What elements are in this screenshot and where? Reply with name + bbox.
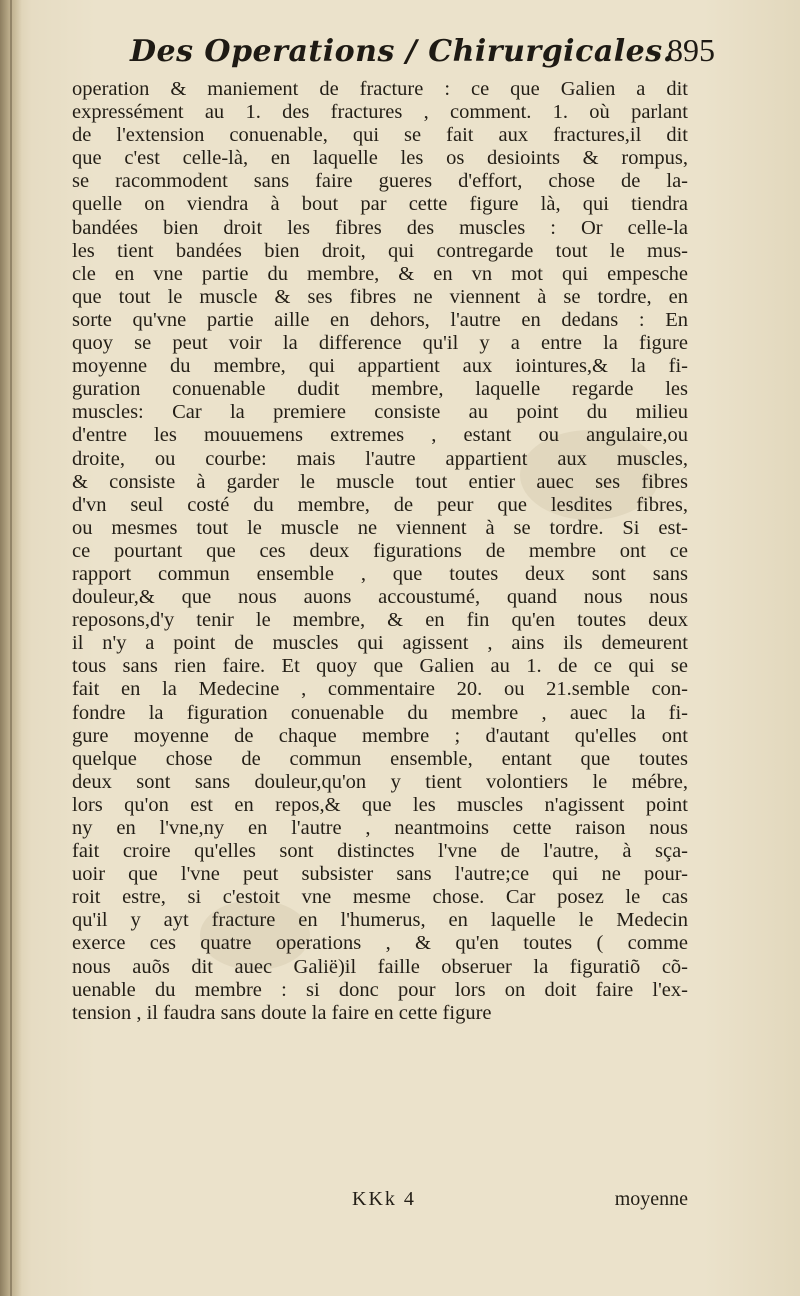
- text-line: quelque chose de commun ensemble, entant que toutes: [72, 747, 688, 770]
- text-line: rapport commun ensemble , que toutes deux sont sans: [72, 562, 688, 585]
- text-line: qu'il y ayt fracture en l'humerus, en laquelle le Medecin: [72, 909, 688, 932]
- text-line: lors qu'on est en repos,& que les muscles n'agissent point: [72, 793, 688, 816]
- text-line: les tient bandées bien droit, qui contregarde tout le mus-: [72, 239, 688, 262]
- text-line: d'entre les mouuemens extremes , estant ou angulaire,ou: [72, 424, 688, 447]
- body-text: [72, 78, 688, 1025]
- text-line: expressément au 1. des fractures , comment. 1. où parlant: [72, 101, 688, 124]
- running-title: Des Operations / Chirurgicales.: [130, 34, 674, 69]
- text-line: que c'est celle-là, en laquelle les os desioints & rompus,: [72, 147, 688, 170]
- text-line: guration conuenable dudit membre, laquelle regarde les: [72, 378, 688, 401]
- signature-mark: KKk 4: [352, 1188, 416, 1210]
- text-line: fondre la figuration conuenable du membre , auec la fi-: [72, 701, 688, 724]
- text-line: il n'y a point de muscles qui agissent , ains ils demeurent: [72, 632, 688, 655]
- page-header: [110, 30, 715, 78]
- text-line: deux sont sans douleur,qu'on y tient volontiers le mébre,: [72, 770, 688, 793]
- text-line: moyenne du membre, qui appartient aux iointures,& la fi-: [72, 355, 688, 378]
- text-line: & consiste à garder le muscle tout entier auec ses fibres: [72, 470, 688, 493]
- text-line: sorte qu'vne partie aille en dehors, l'autre en dedans : En: [72, 308, 688, 331]
- text-line: se racommodent sans faire gueres d'effort, chose de la-: [72, 170, 688, 193]
- text-line: ce pourtant que ces deux figurations de membre ont ce: [72, 539, 688, 562]
- text-line: muscles: Car la premiere consiste au point du milieu: [72, 401, 688, 424]
- text-line: uenable du membre : si donc pour lors on doit faire l'ex-: [72, 978, 688, 1001]
- text-line: d'vn seul costé du membre, de peur que lesdites fibres,: [72, 493, 688, 516]
- text-line: nous auõs dit auec Galië)il faille obseruer la figuratiõ cõ-: [72, 955, 688, 978]
- page-number: 895: [667, 32, 715, 68]
- text-line: quelle on viendra à bout par cette figure là, qui tiendra: [72, 193, 688, 216]
- text-line: que tout le muscle & ses fibres ne viennent à se tordre, en: [72, 285, 688, 308]
- text-line: de l'extension conuenable, qui se fait aux fractures,il dit: [72, 124, 688, 147]
- text-line: roit estre, si c'estoit vne mesme chose. Car posez le cas: [72, 886, 688, 909]
- text-line: ou mesmes tout le muscle ne viennent à se tordre. Si est-: [72, 516, 688, 539]
- text-line: reposons,d'y tenir le membre, & en fin qu'en toutes deux: [72, 609, 688, 632]
- text-line: uoir que l'vne peut subsister sans l'autre;ce qui ne pour-: [72, 863, 688, 886]
- text-line: fait en la Medecine , commentaire 20. ou 21.semble con-: [72, 678, 688, 701]
- page-fold: [10, 0, 12, 1296]
- page-footer: [72, 1188, 688, 1214]
- text-line: bandées bien droit les fibres des muscles : Or celle-la: [72, 216, 688, 239]
- text-line: exerce ces quatre operations , & qu'en toutes ( comme: [72, 932, 688, 955]
- text-line: gure moyenne de chaque membre ; d'autant qu'elles ont: [72, 724, 688, 747]
- text-line: tension , il faudra sans doute la faire en cette figure: [72, 1001, 492, 1024]
- text-line: droite, ou courbe: mais l'autre appartient aux muscles,: [72, 447, 688, 470]
- text-line: cle en vne partie du membre, & en vn mot qui empesche: [72, 262, 688, 285]
- text-line: fait croire qu'elles sont distinctes l'vne de l'autre, à sça-: [72, 840, 688, 863]
- catchword: moyenne: [614, 1188, 688, 1210]
- text-line: ny en l'vne,ny en l'autre , neantmoins cette raison nous: [72, 817, 688, 839]
- text-line: douleur,& que nous auons accoustumé, quand nous nous: [72, 586, 688, 609]
- text-line: tous sans rien faire. Et quoy que Galien au 1. de ce qui se: [72, 655, 688, 678]
- text-line: quoy se peut voir la difference qu'il y a entre la figure: [72, 332, 688, 355]
- text-line: operation & maniement de fracture : ce que Galien a dit: [72, 78, 688, 100]
